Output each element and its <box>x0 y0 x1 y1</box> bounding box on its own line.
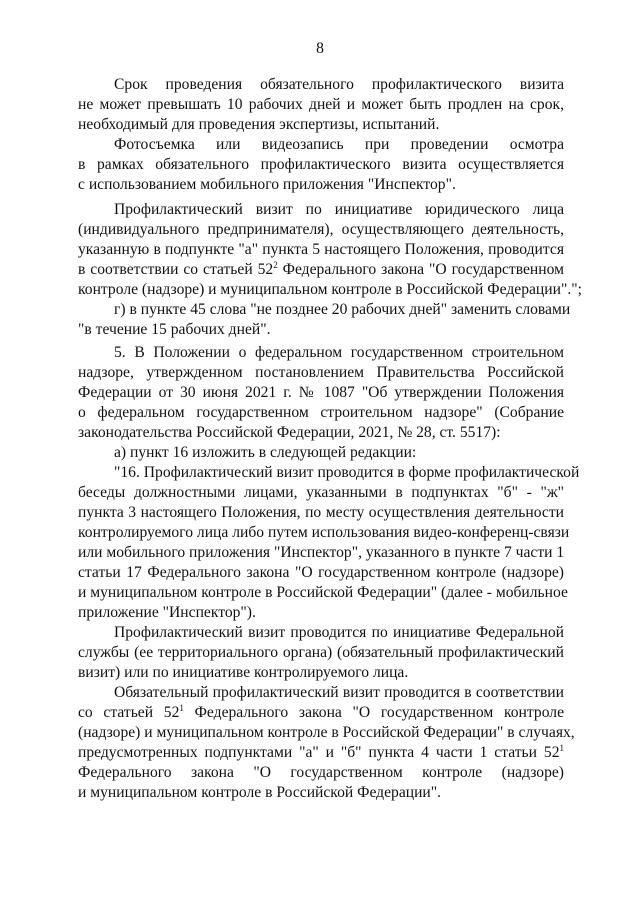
text-line: а) пункт 16 изложить в следующей редакции: <box>114 444 417 461</box>
text-line: законодательства Российской Федерации, 2021, № 28, ст. 5517): <box>78 424 501 441</box>
text-line: с использованием мобильного приложения "Инспектор". <box>78 176 456 193</box>
text-line: г) в пункте 45 слова "не позднее 20 рабочих дней" заменить словами <box>114 301 571 318</box>
text-line: предусмотренных подпунктами "а" и "б" пункта 4 части 1 статьи $52^1$ <box>78 743 564 761</box>
text-line: приложение "Инспектор"). <box>78 604 256 621</box>
text-line: не может превышать 10 рабочих дней и может быть продлен на срок, <box>78 96 564 113</box>
text-line: (индивидуального предпринимателя), осуществляющего деятельность, <box>78 221 564 238</box>
text-line: службы (ее территориального органа) (обязательный профилактический <box>78 644 564 661</box>
text-line: "16. Профилактический визит проводится в форме профилактической <box>114 464 580 481</box>
text-line: "в течение 15 рабочих дней". <box>78 321 271 338</box>
text-line: или мобильного приложения "Инспектор", указанного в пункте 7 части 1 <box>78 544 565 561</box>
text-line: и муниципальном контроле в Российской Федерации" (далее - мобильное <box>78 584 568 601</box>
text-line: Фотосъемка или видеозапись при проведении осмотра <box>114 136 564 153</box>
text-line: необходимый для проведения экспертизы, испытаний. <box>78 116 440 133</box>
text-line: (надзоре) и муниципальном контроле в Российской Федерации" в случаях, <box>78 724 575 741</box>
text-line: контролируемого лица либо путем использования видео-конференц-связи <box>78 524 570 541</box>
text-line: контроле (надзоре) и муниципальном контроле в Российской Федерации"."; <box>78 281 582 298</box>
text-line: о федеральном государственном строительном надзоре" (Собрание <box>78 404 564 421</box>
text-line: и муниципальном контроле в Российской Федерации". <box>78 784 442 801</box>
text-line: Профилактический визит проводится по инициативе Федеральной <box>114 624 564 641</box>
text-line: в соответствии со статьей $52^2$ Федерального закона "О государственном <box>78 260 564 278</box>
text-line: указанную в подпункте "а" пункта 5 настоящего Положения, проводится <box>78 241 564 258</box>
text-line: со статьей $52^1$ Федерального закона "О государственном контроле <box>78 703 565 721</box>
text-line: Срок проведения обязательного профилактического визита <box>114 76 564 93</box>
text-line: статьи 17 Федерального закона "О государственном контроле (надзоре) <box>78 564 564 581</box>
text-line: беседы должностными лицами, указанными в подпунктах "б" - "ж" <box>78 484 564 501</box>
text-line: Федерации от 30 июня 2021 г. № 1087 "Об утверждении Положения <box>78 384 564 401</box>
text-line: Профилактический визит по инициативе юридического лица <box>114 201 564 218</box>
text-line: в рамках обязательного профилактического визита осуществляется <box>78 156 564 173</box>
text-line: пункта 3 настоящего Положения, по месту осуществления деятельности <box>78 504 564 521</box>
text-line: Федерального закона "О государственном контроле (надзоре) <box>78 764 564 781</box>
text-line: надзоре, утвержденном постановлением Правительства Российской <box>78 364 564 381</box>
text-line: визит) или по инициативе контролируемого лица. <box>78 664 409 681</box>
text-line: Обязательный профилактический визит проводится в соответствии <box>114 684 564 701</box>
text-line: 5. В Положении о федеральном государственном строительном <box>114 344 564 361</box>
page-number: 8 <box>316 40 324 57</box>
